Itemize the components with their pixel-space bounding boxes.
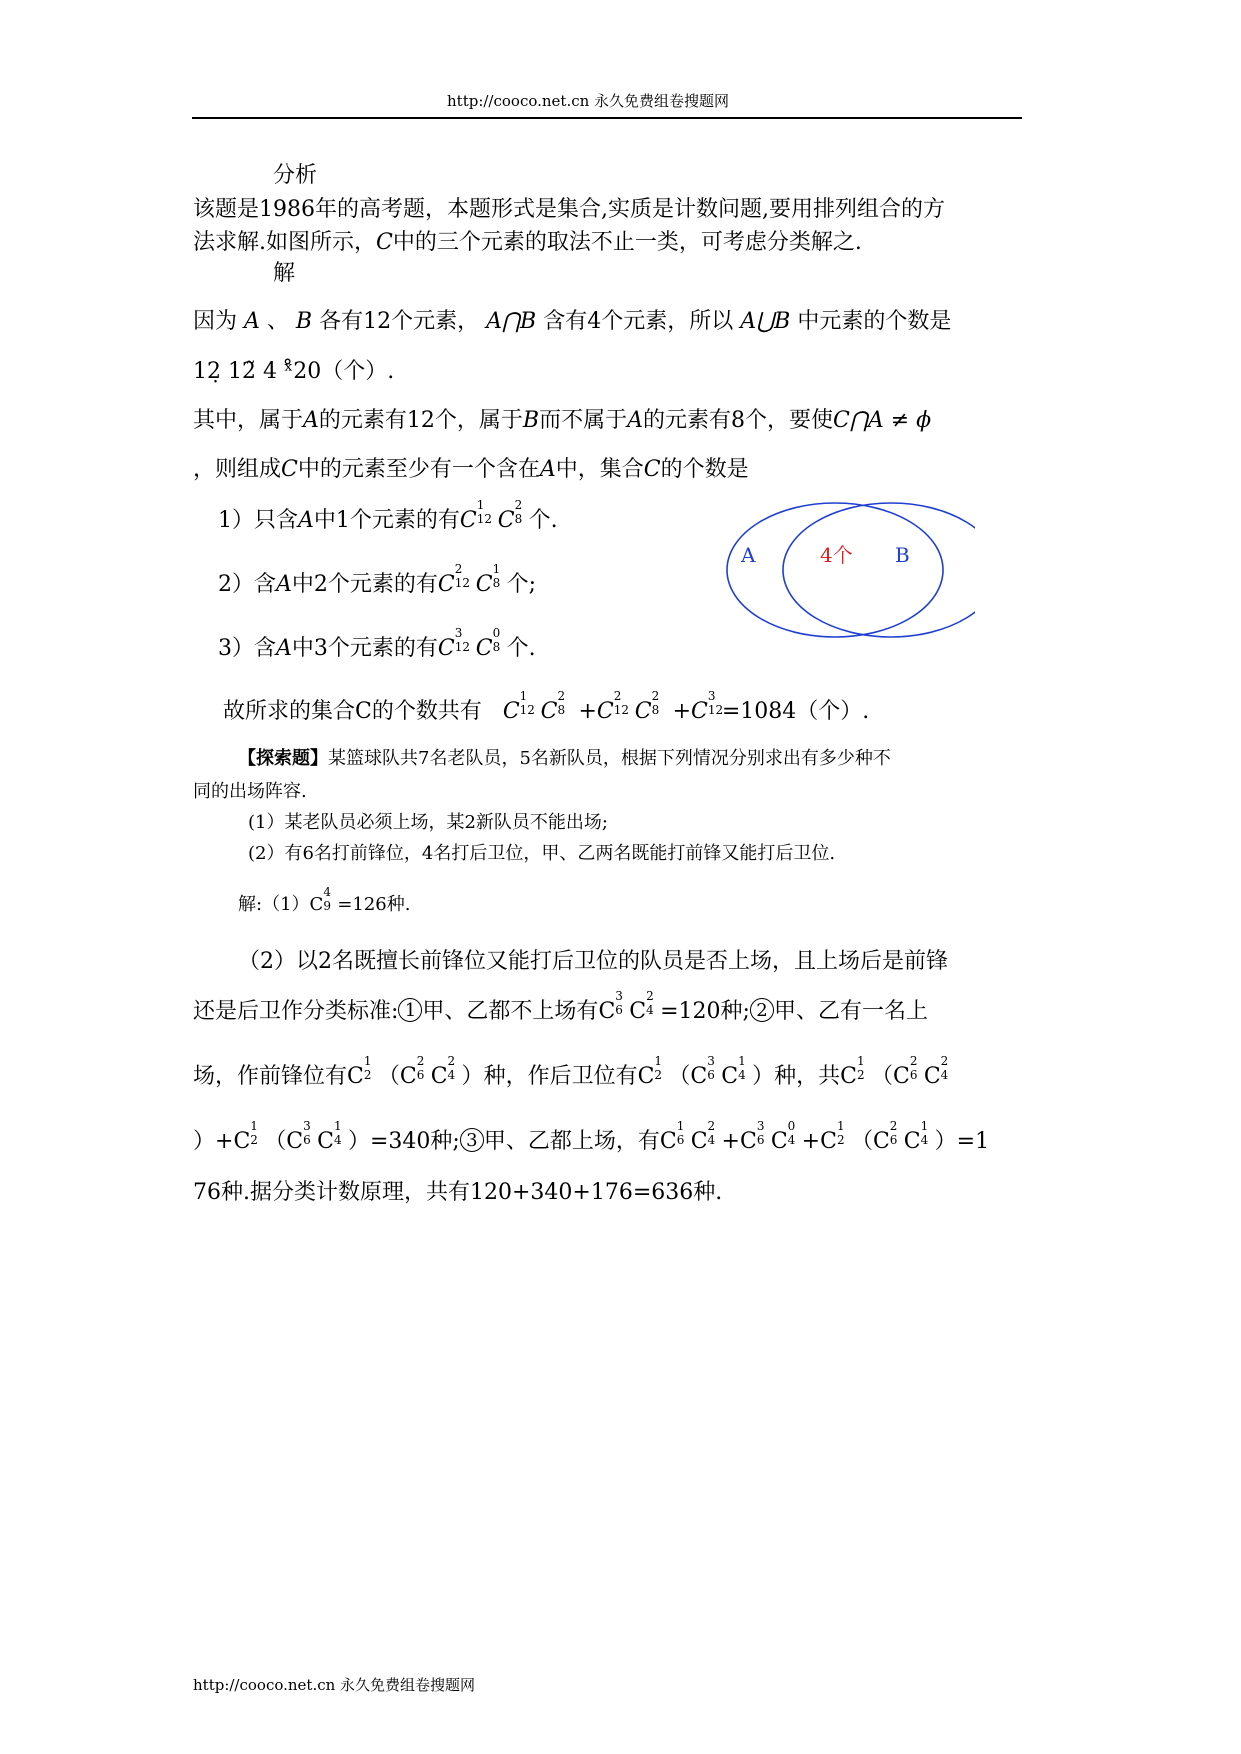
venn-circle-b bbox=[783, 503, 975, 637]
case-3: 3）含A中3个元素的有C 3 12 C 0 8 个. bbox=[218, 626, 536, 661]
case-1: 1）只含A中1个元素的有C 1 12 C 2 8 个. bbox=[218, 498, 558, 533]
explore-question-1: (1）某老队员必须上场，某2新队员不能出场; bbox=[248, 812, 608, 833]
solution-line-1: 因为 A 、 B 各有12个元素， A⋂B 含有4个元素，所以 A⋃B 中元素的个数是 bbox=[193, 309, 952, 334]
circled-number-2: 2 bbox=[750, 998, 774, 1022]
total-line: 故所求的集合C的个数共有 C 1 12 C 2 8 +C 2 12 C 2 8 +C 3 12 =1084（个）. bbox=[223, 689, 870, 724]
page-header: http://cooco.net.cn 永久免费组卷搜题网 bbox=[447, 92, 730, 110]
explore-answer-2-line-3: 场，作前锋位有C 1 2 （C 2 6 C 2 4 ）种，作后卫位有C 1 2 （C 3 6 C 1 4 ）种，共C 1 2 （C 2 6 C 2 4 bbox=[193, 1054, 949, 1089]
explore-answer-2-line-1: （2）以2名既擅长前锋位又能打后卫位的队员是否上场，且上场后是前锋 bbox=[238, 949, 948, 974]
analysis-line-2: 法求解.如图所示，C中的三个元素的取法不止一类，可考虑分类解之. bbox=[193, 230, 862, 255]
circled-number-3: 3 bbox=[460, 1128, 484, 1152]
case-2: 2）含A中2个元素的有C 2 12 C 1 8 个; bbox=[218, 562, 536, 597]
explore-question-2: (2）有6名打前锋位，4名打后卫位，甲、乙两名既能打前锋又能打后卫位. bbox=[248, 843, 836, 864]
solution-line-3: 其中，属于A的元素有12个，属于B而不属于A的元素有8个，要使C⋂A ≠ ϕ bbox=[193, 408, 932, 433]
explore-answer-1: 解:（1）C 4 9 =126种. bbox=[238, 885, 411, 915]
header-rule bbox=[192, 117, 1022, 119]
analysis-line-1: 该题是1986年的高考题，本题形式是集合,实质是计数问题,要用排列组合的方 bbox=[193, 197, 945, 222]
venn-label-a: A bbox=[741, 543, 756, 567]
circled-number-1: 1 bbox=[398, 998, 422, 1022]
explore-answer-2-line-2: 还是后卫作分类标准: 1 甲、乙都不上场有C 3 6 C 2 4 =120种; 2 甲、乙有一名上 bbox=[193, 989, 928, 1024]
page-footer: http://cooco.net.cn 永久免费组卷搜题网 bbox=[193, 1676, 476, 1694]
venn-label-mid: 4个 bbox=[820, 543, 853, 567]
solution-heading: 解 bbox=[273, 261, 296, 286]
explore-answer-2-line-4: ）+C 1 2 （C 3 6 C 1 4 ）=340种; 3 甲、乙都上场，有C 1 6 C 2 4 +C 3 6 C 0 4 +C 1 2 （C 2 6 C 1 4 ）=1 bbox=[193, 1119, 990, 1154]
explore-line-2: 同的出场阵容. bbox=[193, 781, 307, 802]
venn-label-b: B bbox=[895, 543, 910, 567]
solution-line-2: 12̣ 12̃ 4 ˣ̊20（个）. bbox=[193, 359, 395, 384]
explore-answer-2-line-5: 76种.据分类计数原理，共有120+340+176=636种. bbox=[193, 1180, 723, 1205]
venn-circle-a bbox=[727, 503, 943, 637]
explore-line-1: 【探索题】某篮球队共7名老队员，5名新队员，根据下列情况分别求出有多少种不 bbox=[238, 748, 891, 769]
venn-diagram bbox=[715, 500, 975, 645]
analysis-heading: 分析 bbox=[273, 163, 318, 188]
solution-line-4: ，则组成C中的元素至少有一个含在A中，集合C的个数是 bbox=[193, 457, 749, 482]
